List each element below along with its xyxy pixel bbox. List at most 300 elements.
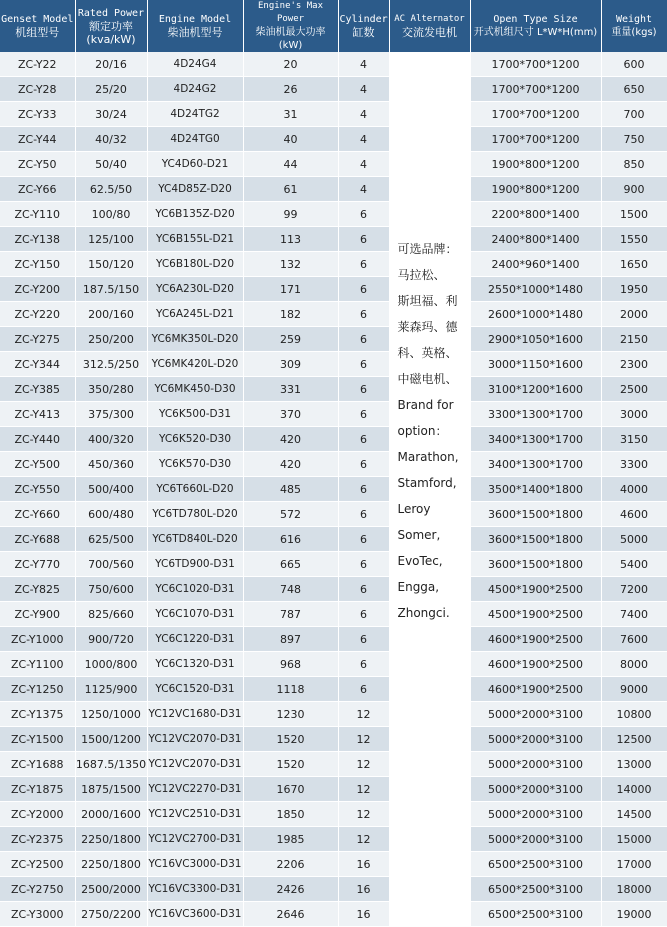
size-cell: 3400*1300*1700 <box>470 427 601 452</box>
size-cell: 5000*2000*3100 <box>470 777 601 802</box>
weight-cell: 4600 <box>601 502 667 527</box>
max-power-cell: 420 <box>243 427 338 452</box>
cylinder-cell: 12 <box>338 827 389 852</box>
genset-model-cell: ZC-Y413 <box>0 402 75 427</box>
alternator-note-line: Marathon, <box>397 450 459 464</box>
max-power-cell: 40 <box>243 127 338 152</box>
max-power-cell: 113 <box>243 227 338 252</box>
cylinder-cell: 4 <box>338 77 389 102</box>
genset-model-cell: ZC-Y2750 <box>0 877 75 902</box>
rated-power-cell: 1687.5/1350 <box>75 752 147 777</box>
alternator-note-line: option： <box>397 424 448 438</box>
genset-model-cell: ZC-Y900 <box>0 602 75 627</box>
engine-model-cell: YC6B155L-D21 <box>147 227 243 252</box>
engine-model-cell: YC6B180L-D20 <box>147 252 243 277</box>
cylinder-cell: 16 <box>338 852 389 877</box>
max-power-cell: 1850 <box>243 802 338 827</box>
engine-model-cell: YC6T660L-D20 <box>147 477 243 502</box>
table-row <box>0 502 667 527</box>
weight-cell: 1500 <box>601 202 667 227</box>
weight-cell: 18000 <box>601 877 667 902</box>
table-row <box>0 827 667 852</box>
genset-model-cell: ZC-Y28 <box>0 77 75 102</box>
engine-model-cell: YC6A230L-D20 <box>147 277 243 302</box>
table-row <box>0 877 667 902</box>
max-power-cell: 1230 <box>243 702 338 727</box>
table-row <box>0 652 667 677</box>
weight-cell: 5000 <box>601 527 667 552</box>
max-power-cell: 897 <box>243 627 338 652</box>
cylinder-cell: 12 <box>338 727 389 752</box>
cylinder-cell: 4 <box>338 52 389 77</box>
max-power-cell: 1670 <box>243 777 338 802</box>
weight-cell: 900 <box>601 177 667 202</box>
size-cell: 5000*2000*3100 <box>470 752 601 777</box>
max-power-cell: 2426 <box>243 877 338 902</box>
genset-model-cell: ZC-Y385 <box>0 377 75 402</box>
table-row <box>0 277 667 302</box>
alternator-note-line: Leroy Somer, <box>397 502 441 542</box>
engine-model-cell: 4D24G2 <box>147 77 243 102</box>
engine-model-cell: YC6C1070-D31 <box>147 602 243 627</box>
cylinder-cell: 6 <box>338 427 389 452</box>
weight-cell: 850 <box>601 152 667 177</box>
max-power-cell: 61 <box>243 177 338 202</box>
max-power-cell: 1520 <box>243 752 338 777</box>
table-row <box>0 702 667 727</box>
table-row <box>0 202 667 227</box>
rated-power-cell: 187.5/150 <box>75 277 147 302</box>
max-power-cell: 968 <box>243 652 338 677</box>
table-row <box>0 852 667 877</box>
alternator-note-line: EvoTec, <box>397 554 443 568</box>
genset-model-cell: ZC-Y2000 <box>0 802 75 827</box>
engine-model-cell: 4D24G4 <box>147 52 243 77</box>
max-power-cell: 370 <box>243 402 338 427</box>
size-cell: 4500*1900*2500 <box>470 577 601 602</box>
cylinder-cell: 12 <box>338 752 389 777</box>
table-body <box>0 52 667 927</box>
max-power-cell: 44 <box>243 152 338 177</box>
genset-model-cell: ZC-Y660 <box>0 502 75 527</box>
rated-power-cell: 825/660 <box>75 602 147 627</box>
max-power-cell: 26 <box>243 77 338 102</box>
max-power-cell: 132 <box>243 252 338 277</box>
header-ac-alternator: AC Alternator 交流发电机 <box>389 0 470 52</box>
genset-model-cell: ZC-Y66 <box>0 177 75 202</box>
weight-cell: 2150 <box>601 327 667 352</box>
engine-model-cell: YC6C1520-D31 <box>147 677 243 702</box>
table-row <box>0 402 667 427</box>
weight-cell: 7600 <box>601 627 667 652</box>
engine-model-cell: YC4D60-D21 <box>147 152 243 177</box>
engine-model-cell: YC6K520-D30 <box>147 427 243 452</box>
size-cell: 1700*700*1200 <box>470 102 601 127</box>
engine-model-cell: YC6C1320-D31 <box>147 652 243 677</box>
size-cell: 2400*800*1400 <box>470 227 601 252</box>
max-power-cell: 572 <box>243 502 338 527</box>
weight-cell: 2500 <box>601 377 667 402</box>
rated-power-cell: 500/400 <box>75 477 147 502</box>
engine-model-cell: YC6MK420L-D20 <box>147 352 243 377</box>
weight-cell: 600 <box>601 52 667 77</box>
header-weight: Weight 重量(kgs) <box>601 0 667 52</box>
weight-cell: 650 <box>601 77 667 102</box>
max-power-cell: 665 <box>243 552 338 577</box>
cylinder-cell: 6 <box>338 502 389 527</box>
engine-model-cell: YC6B135Z-D20 <box>147 202 243 227</box>
genset-model-cell: ZC-Y44 <box>0 127 75 152</box>
cylinder-cell: 6 <box>338 277 389 302</box>
table-row <box>0 552 667 577</box>
engine-model-cell: YC6K500-D31 <box>147 402 243 427</box>
engine-model-cell: 4D24TG2 <box>147 102 243 127</box>
cylinder-cell: 6 <box>338 377 389 402</box>
size-cell: 3100*1200*1600 <box>470 377 601 402</box>
cylinder-cell: 6 <box>338 352 389 377</box>
rated-power-cell: 50/40 <box>75 152 147 177</box>
genset-model-cell: ZC-Y1100 <box>0 652 75 677</box>
size-cell: 6500*2500*3100 <box>470 902 601 927</box>
weight-cell: 2300 <box>601 352 667 377</box>
max-power-cell: 616 <box>243 527 338 552</box>
cylinder-cell: 6 <box>338 227 389 252</box>
engine-model-cell: YC12VC2700-D31 <box>147 827 243 852</box>
rated-power-cell: 30/24 <box>75 102 147 127</box>
size-cell: 2200*800*1400 <box>470 202 601 227</box>
engine-model-cell: YC6MK350L-D20 <box>147 327 243 352</box>
genset-model-cell: ZC-Y50 <box>0 152 75 177</box>
engine-model-cell: YC6A245L-D21 <box>147 302 243 327</box>
genset-model-cell: ZC-Y1375 <box>0 702 75 727</box>
table-row <box>0 102 667 127</box>
weight-cell: 7200 <box>601 577 667 602</box>
genset-model-cell: ZC-Y825 <box>0 577 75 602</box>
rated-power-cell: 200/160 <box>75 302 147 327</box>
size-cell: 5000*2000*3100 <box>470 702 601 727</box>
weight-cell: 750 <box>601 127 667 152</box>
max-power-cell: 787 <box>243 602 338 627</box>
cylinder-cell: 12 <box>338 702 389 727</box>
alternator-note-line: 可选品牌： <box>397 242 458 256</box>
rated-power-cell: 375/300 <box>75 402 147 427</box>
table-row <box>0 152 667 177</box>
cylinder-cell: 6 <box>338 402 389 427</box>
weight-cell: 700 <box>601 102 667 127</box>
rated-power-cell: 2500/2000 <box>75 877 147 902</box>
table-row <box>0 602 667 627</box>
engine-model-cell: YC12VC2270-D31 <box>147 777 243 802</box>
engine-model-cell: YC16VC3600-D31 <box>147 902 243 927</box>
cylinder-cell: 6 <box>338 252 389 277</box>
cylinder-cell: 12 <box>338 802 389 827</box>
genset-model-cell: ZC-Y1250 <box>0 677 75 702</box>
rated-power-cell: 1500/1200 <box>75 727 147 752</box>
genset-model-cell: ZC-Y500 <box>0 452 75 477</box>
weight-cell: 5400 <box>601 552 667 577</box>
rated-power-cell: 2000/1600 <box>75 802 147 827</box>
size-cell: 3600*1500*1800 <box>470 502 601 527</box>
rated-power-cell: 2250/1800 <box>75 827 147 852</box>
max-power-cell: 31 <box>243 102 338 127</box>
max-power-cell: 1118 <box>243 677 338 702</box>
genset-model-cell: ZC-Y770 <box>0 552 75 577</box>
weight-cell: 9000 <box>601 677 667 702</box>
max-power-cell: 331 <box>243 377 338 402</box>
engine-model-cell: YC6K570-D30 <box>147 452 243 477</box>
header-engine-max-power: Engine's Max Power 柴油机最大功率(kW) <box>243 0 338 52</box>
size-cell: 6500*2500*3100 <box>470 852 601 877</box>
rated-power-cell: 1000/800 <box>75 652 147 677</box>
header-engine-model: Engine Model 柴油机型号 <box>147 0 243 52</box>
size-cell: 6500*2500*3100 <box>470 877 601 902</box>
weight-cell: 10800 <box>601 702 667 727</box>
table-row <box>0 177 667 202</box>
genset-model-cell: ZC-Y2500 <box>0 852 75 877</box>
cylinder-cell: 6 <box>338 202 389 227</box>
genset-model-cell: ZC-Y1000 <box>0 627 75 652</box>
size-cell: 3600*1500*1800 <box>470 527 601 552</box>
genset-model-cell: ZC-Y2375 <box>0 827 75 852</box>
genset-model-cell: ZC-Y150 <box>0 252 75 277</box>
genset-model-cell: ZC-Y688 <box>0 527 75 552</box>
size-cell: 3600*1500*1800 <box>470 552 601 577</box>
weight-cell: 4000 <box>601 477 667 502</box>
weight-cell: 19000 <box>601 902 667 927</box>
rated-power-cell: 1250/1000 <box>75 702 147 727</box>
size-cell: 4500*1900*2500 <box>470 602 601 627</box>
table-row <box>0 227 667 252</box>
alternator-note-line: 斯坦福、利 <box>397 294 458 308</box>
cylinder-cell: 6 <box>338 652 389 677</box>
rated-power-cell: 40/32 <box>75 127 147 152</box>
genset-model-cell: ZC-Y220 <box>0 302 75 327</box>
genset-model-cell: ZC-Y275 <box>0 327 75 352</box>
engine-model-cell: YC4D85Z-D20 <box>147 177 243 202</box>
genset-model-cell: ZC-Y1875 <box>0 777 75 802</box>
cylinder-cell: 6 <box>338 677 389 702</box>
cylinder-cell: 4 <box>338 127 389 152</box>
rated-power-cell: 100/80 <box>75 202 147 227</box>
engine-model-cell: YC16VC3000-D31 <box>147 852 243 877</box>
header-row <box>0 0 667 52</box>
size-cell: 5000*2000*3100 <box>470 827 601 852</box>
weight-cell: 13000 <box>601 752 667 777</box>
alternator-note-line: 中磁电机、 <box>397 372 458 386</box>
genset-model-cell: ZC-Y550 <box>0 477 75 502</box>
weight-cell: 12500 <box>601 727 667 752</box>
rated-power-cell: 750/600 <box>75 577 147 602</box>
alternator-note-line: Brand for <box>397 398 454 412</box>
cylinder-cell: 6 <box>338 552 389 577</box>
genset-model-cell: ZC-Y344 <box>0 352 75 377</box>
genset-model-cell: ZC-Y110 <box>0 202 75 227</box>
cylinder-cell: 16 <box>338 877 389 902</box>
size-cell: 5000*2000*3100 <box>470 727 601 752</box>
header-cylinder: Cylinder 缸数 <box>338 0 389 52</box>
rated-power-cell: 450/360 <box>75 452 147 477</box>
weight-cell: 1550 <box>601 227 667 252</box>
alternator-note-line: 莱森玛、德 <box>397 320 458 334</box>
engine-model-cell: 4D24TG0 <box>147 127 243 152</box>
engine-model-cell: YC6TD840L-D20 <box>147 527 243 552</box>
max-power-cell: 1520 <box>243 727 338 752</box>
header-open-type-size: Open Type Size 开式机组尺寸 L*W*H(mm) <box>470 0 601 52</box>
table-row <box>0 902 667 927</box>
weight-cell: 3000 <box>601 402 667 427</box>
size-cell: 1900*800*1200 <box>470 152 601 177</box>
cylinder-cell: 4 <box>338 152 389 177</box>
size-cell: 4600*1900*2500 <box>470 627 601 652</box>
size-cell: 1700*700*1200 <box>470 77 601 102</box>
weight-cell: 1650 <box>601 252 667 277</box>
size-cell: 5000*2000*3100 <box>470 802 601 827</box>
genset-model-cell: ZC-Y1500 <box>0 727 75 752</box>
engine-model-cell: YC6MK450-D30 <box>147 377 243 402</box>
max-power-cell: 259 <box>243 327 338 352</box>
max-power-cell: 420 <box>243 452 338 477</box>
max-power-cell: 1985 <box>243 827 338 852</box>
table-row <box>0 802 667 827</box>
rated-power-cell: 900/720 <box>75 627 147 652</box>
weight-cell: 8000 <box>601 652 667 677</box>
engine-model-cell: YC16VC3300-D31 <box>147 877 243 902</box>
alternator-note-line: Engga, <box>397 580 440 594</box>
table-row <box>0 727 667 752</box>
table-row <box>0 352 667 377</box>
size-cell: 2600*1000*1480 <box>470 302 601 327</box>
rated-power-cell: 700/560 <box>75 552 147 577</box>
size-cell: 3300*1300*1700 <box>470 402 601 427</box>
weight-cell: 2000 <box>601 302 667 327</box>
weight-cell: 14000 <box>601 777 667 802</box>
engine-model-cell: YC6TD780L-D20 <box>147 502 243 527</box>
weight-cell: 3150 <box>601 427 667 452</box>
alternator-note-line: 马拉松、 <box>397 268 446 282</box>
table-row <box>0 527 667 552</box>
table-row <box>0 52 667 77</box>
engine-model-cell: YC12VC1680-D31 <box>147 702 243 727</box>
size-cell: 4600*1900*2500 <box>470 652 601 677</box>
rated-power-cell: 20/16 <box>75 52 147 77</box>
cylinder-cell: 6 <box>338 602 389 627</box>
genset-model-cell: ZC-Y33 <box>0 102 75 127</box>
engine-model-cell: YC6C1020-D31 <box>147 577 243 602</box>
weight-cell: 14500 <box>601 802 667 827</box>
rated-power-cell: 62.5/50 <box>75 177 147 202</box>
max-power-cell: 20 <box>243 52 338 77</box>
max-power-cell: 309 <box>243 352 338 377</box>
rated-power-cell: 312.5/250 <box>75 352 147 377</box>
cylinder-cell: 6 <box>338 627 389 652</box>
size-cell: 3000*1150*1600 <box>470 352 601 377</box>
rated-power-cell: 400/320 <box>75 427 147 452</box>
alternator-brands-cell <box>389 52 470 927</box>
rated-power-cell: 1125/900 <box>75 677 147 702</box>
cylinder-cell: 4 <box>338 102 389 127</box>
cylinder-cell: 6 <box>338 452 389 477</box>
rated-power-cell: 2250/1800 <box>75 852 147 877</box>
weight-cell: 7400 <box>601 602 667 627</box>
size-cell: 1900*800*1200 <box>470 177 601 202</box>
table-row <box>0 252 667 277</box>
genset-model-cell: ZC-Y3000 <box>0 902 75 927</box>
header-genset-model: Genset Model 机组型号 <box>0 0 75 52</box>
weight-cell: 17000 <box>601 852 667 877</box>
table-row <box>0 627 667 652</box>
engine-model-cell: YC12VC2070-D31 <box>147 727 243 752</box>
table-row <box>0 777 667 802</box>
genset-model-cell: ZC-Y22 <box>0 52 75 77</box>
weight-cell: 3300 <box>601 452 667 477</box>
cylinder-cell: 6 <box>338 302 389 327</box>
size-cell: 2550*1000*1480 <box>470 277 601 302</box>
size-cell: 1700*700*1200 <box>470 52 601 77</box>
table-row <box>0 127 667 152</box>
cylinder-cell: 6 <box>338 477 389 502</box>
rated-power-cell: 150/120 <box>75 252 147 277</box>
weight-cell: 1950 <box>601 277 667 302</box>
cylinder-cell: 6 <box>338 527 389 552</box>
engine-model-cell: YC12VC2510-D31 <box>147 802 243 827</box>
table-row <box>0 577 667 602</box>
table-row <box>0 677 667 702</box>
rated-power-cell: 625/500 <box>75 527 147 552</box>
genset-model-cell: ZC-Y138 <box>0 227 75 252</box>
rated-power-cell: 2750/2200 <box>75 902 147 927</box>
rated-power-cell: 25/20 <box>75 77 147 102</box>
alternator-note-line: 科、英格、 <box>397 346 458 360</box>
rated-power-cell: 250/200 <box>75 327 147 352</box>
table-row <box>0 77 667 102</box>
engine-model-cell: YC12VC2070-D31 <box>147 752 243 777</box>
rated-power-cell: 125/100 <box>75 227 147 252</box>
max-power-cell: 99 <box>243 202 338 227</box>
alternator-note-line: Zhongci. <box>397 606 450 620</box>
table-row <box>0 302 667 327</box>
size-cell: 1700*700*1200 <box>470 127 601 152</box>
cylinder-cell: 6 <box>338 327 389 352</box>
size-cell: 3500*1400*1800 <box>470 477 601 502</box>
genset-model-cell: ZC-Y1688 <box>0 752 75 777</box>
max-power-cell: 2646 <box>243 902 338 927</box>
max-power-cell: 2206 <box>243 852 338 877</box>
weight-cell: 15000 <box>601 827 667 852</box>
cylinder-cell: 4 <box>338 177 389 202</box>
genset-model-cell: ZC-Y440 <box>0 427 75 452</box>
table-row <box>0 427 667 452</box>
engine-model-cell: YC6TD900-D31 <box>147 552 243 577</box>
rated-power-cell: 600/480 <box>75 502 147 527</box>
size-cell: 2900*1050*1600 <box>470 327 601 352</box>
header-rated-power: Rated Power 额定功率 (kva/kW) <box>75 0 147 52</box>
max-power-cell: 485 <box>243 477 338 502</box>
engine-model-cell: YC6C1220-D31 <box>147 627 243 652</box>
genset-model-cell: ZC-Y200 <box>0 277 75 302</box>
size-cell: 2400*960*1400 <box>470 252 601 277</box>
max-power-cell: 171 <box>243 277 338 302</box>
table-row <box>0 327 667 352</box>
cylinder-cell: 6 <box>338 577 389 602</box>
table-row <box>0 477 667 502</box>
max-power-cell: 748 <box>243 577 338 602</box>
size-cell: 4600*1900*2500 <box>470 677 601 702</box>
rated-power-cell: 350/280 <box>75 377 147 402</box>
table-row <box>0 752 667 777</box>
alternator-note-line: Stamford, <box>397 476 457 490</box>
max-power-cell: 182 <box>243 302 338 327</box>
size-cell: 3400*1300*1700 <box>470 452 601 477</box>
